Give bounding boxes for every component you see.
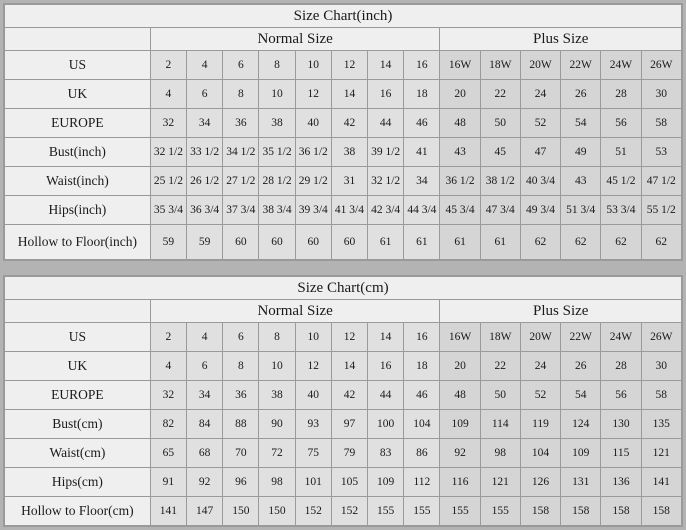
cell: 53 [641,138,681,167]
size-chart-inch [3,3,683,261]
cell: 12 [331,51,367,80]
cell: 20 [440,80,480,109]
cell: 58 [641,109,681,138]
cell: 20W [520,51,560,80]
cell: 49 [561,138,601,167]
cell: 97 [331,410,367,439]
cell: 29 1/2 [295,167,331,196]
row-label: US [5,51,151,80]
row-label: Hollow to Floor(cm) [5,497,151,526]
group-plus-size: Plus Size [440,300,682,323]
row-label: UK [5,80,151,109]
cell: 72 [259,439,295,468]
cell: 155 [440,497,480,526]
cell: 52 [520,381,560,410]
cell: 14 [331,80,367,109]
cell: 8 [223,80,259,109]
cell: 96 [223,468,259,497]
cell: 61 [404,225,440,260]
table-row [5,352,682,381]
cell: 18 [404,80,440,109]
cell: 4 [150,352,186,381]
cell: 38 [259,109,295,138]
cell: 116 [440,468,480,497]
group-blank-cell [5,300,151,323]
row-label: Bust(cm) [5,410,151,439]
cell: 49 3/4 [520,196,560,225]
cell: 121 [480,468,520,497]
cell: 92 [187,468,223,497]
cell: 35 3/4 [150,196,186,225]
cell: 31 [331,167,367,196]
cell: 24 [520,80,560,109]
cell: 56 [601,381,641,410]
row-label: UK [5,352,151,381]
cell: 86 [404,439,440,468]
cell: 12 [331,323,367,352]
cell: 45 3/4 [440,196,480,225]
table-row [5,497,682,526]
cell: 109 [561,439,601,468]
cell: 61 [368,225,404,260]
cell: 62 [561,225,601,260]
cell: 26W [641,323,681,352]
cell: 36 3/4 [187,196,223,225]
cell: 4 [187,323,223,352]
cell: 36 [223,109,259,138]
cell: 58 [641,381,681,410]
cell: 158 [520,497,560,526]
size-chart-inch-table [4,4,682,260]
cell: 22W [561,323,601,352]
cell: 42 [331,381,367,410]
cell: 50 [480,381,520,410]
cell: 44 [368,381,404,410]
cell: 158 [561,497,601,526]
cell: 18 [404,352,440,381]
cell: 40 [295,381,331,410]
chart-group-row [5,300,682,323]
cell: 26 [561,80,601,109]
group-normal-size: Normal Size [150,300,440,323]
cell: 10 [295,323,331,352]
cell: 44 [368,109,404,138]
cell: 10 [295,51,331,80]
chart-title: Size Chart(cm) [5,277,682,300]
row-label: EUROPE [5,381,151,410]
cell: 105 [331,468,367,497]
cell: 26W [641,51,681,80]
table-row [5,225,682,260]
cell: 98 [259,468,295,497]
table-row [5,196,682,225]
cell: 34 [187,381,223,410]
cell: 6 [187,80,223,109]
cell: 34 [404,167,440,196]
cell: 70 [223,439,259,468]
cell: 60 [295,225,331,260]
cell: 2 [150,51,186,80]
cell: 126 [520,468,560,497]
cell: 24 [520,352,560,381]
cell: 50 [480,109,520,138]
row-label: Waist(inch) [5,167,151,196]
cell: 40 3/4 [520,167,560,196]
cell: 101 [295,468,331,497]
cell: 12 [295,80,331,109]
cell: 135 [641,410,681,439]
group-normal-size: Normal Size [150,28,440,51]
cell: 12 [295,352,331,381]
cell: 24W [601,51,641,80]
cell: 43 [440,138,480,167]
cell: 6 [223,323,259,352]
cell: 41 [404,138,440,167]
cell: 62 [601,225,641,260]
cell: 130 [601,410,641,439]
cell: 16 [368,80,404,109]
cell: 152 [331,497,367,526]
cell: 52 [520,109,560,138]
cell: 84 [187,410,223,439]
cell: 20 [440,352,480,381]
cell: 18W [480,323,520,352]
cell: 48 [440,381,480,410]
table-row [5,109,682,138]
cell: 8 [259,51,295,80]
cell: 32 [150,109,186,138]
cell: 54 [561,381,601,410]
cell: 60 [259,225,295,260]
cell: 42 [331,109,367,138]
row-label: Bust(inch) [5,138,151,167]
cell: 42 3/4 [368,196,404,225]
table-row [5,167,682,196]
cell: 4 [187,51,223,80]
cell: 38 [331,138,367,167]
cell: 155 [368,497,404,526]
cell: 47 1/2 [641,167,681,196]
cell: 27 1/2 [223,167,259,196]
cell: 14 [331,352,367,381]
cell: 47 3/4 [480,196,520,225]
cell: 115 [601,439,641,468]
cell: 124 [561,410,601,439]
chart-title-row [5,277,682,300]
cell: 8 [259,323,295,352]
chart-group-row [5,28,682,51]
cell: 10 [259,352,295,381]
cell: 104 [520,439,560,468]
cell: 30 [641,80,681,109]
cell: 38 3/4 [259,196,295,225]
table-row [5,80,682,109]
cell: 16 [404,323,440,352]
cell: 60 [331,225,367,260]
table-row [5,138,682,167]
cell: 36 [223,381,259,410]
cell: 158 [601,497,641,526]
cell: 119 [520,410,560,439]
cell: 28 [601,352,641,381]
cell: 48 [440,109,480,138]
cell: 56 [601,109,641,138]
cell: 121 [641,439,681,468]
row-label: US [5,323,151,352]
table-row [5,323,682,352]
cell: 16 [368,352,404,381]
cell: 4 [150,80,186,109]
cell: 59 [187,225,223,260]
cell: 75 [295,439,331,468]
cell: 150 [259,497,295,526]
size-chart-cm [3,275,683,527]
cell: 136 [601,468,641,497]
cell: 90 [259,410,295,439]
cell: 38 [259,381,295,410]
cell: 22W [561,51,601,80]
chart-title-row [5,5,682,28]
cell: 92 [440,439,480,468]
cell: 91 [150,468,186,497]
row-label: Hips(inch) [5,196,151,225]
cell: 44 3/4 [404,196,440,225]
table-row [5,381,682,410]
cell: 109 [368,468,404,497]
cell: 104 [404,410,440,439]
cell: 6 [223,51,259,80]
cell: 141 [641,468,681,497]
cell: 82 [150,410,186,439]
cell: 68 [187,439,223,468]
cell: 32 1/2 [150,138,186,167]
cell: 36 1/2 [295,138,331,167]
cell: 114 [480,410,520,439]
cell: 38 1/2 [480,167,520,196]
cell: 61 [440,225,480,260]
cell: 60 [223,225,259,260]
cell: 41 3/4 [331,196,367,225]
cell: 51 3/4 [561,196,601,225]
cell: 65 [150,439,186,468]
cell: 10 [259,80,295,109]
chart-title: Size Chart(inch) [5,5,682,28]
cell: 6 [187,352,223,381]
cell: 62 [520,225,560,260]
cell: 34 1/2 [223,138,259,167]
cell: 150 [223,497,259,526]
cell: 100 [368,410,404,439]
cell: 35 1/2 [259,138,295,167]
row-label: EUROPE [5,109,151,138]
cell: 30 [641,352,681,381]
cell: 8 [223,352,259,381]
cell: 45 1/2 [601,167,641,196]
cell: 14 [368,323,404,352]
cell: 28 [601,80,641,109]
group-plus-size: Plus Size [440,28,682,51]
cell: 98 [480,439,520,468]
cell: 158 [641,497,681,526]
cell: 109 [440,410,480,439]
table-row [5,468,682,497]
cell: 28 1/2 [259,167,295,196]
cell: 131 [561,468,601,497]
table-row [5,439,682,468]
cell: 46 [404,109,440,138]
cell: 61 [480,225,520,260]
row-label: Hips(cm) [5,468,151,497]
cell: 18W [480,51,520,80]
row-label: Waist(cm) [5,439,151,468]
cell: 39 1/2 [368,138,404,167]
cell: 25 1/2 [150,167,186,196]
cell: 62 [641,225,681,260]
cell: 36 1/2 [440,167,480,196]
cell: 39 3/4 [295,196,331,225]
cell: 26 [561,352,601,381]
cell: 2 [150,323,186,352]
cell: 24W [601,323,641,352]
cell: 112 [404,468,440,497]
cell: 16W [440,323,480,352]
cell: 79 [331,439,367,468]
cell: 155 [480,497,520,526]
row-label: Hollow to Floor(inch) [5,225,151,260]
cell: 59 [150,225,186,260]
cell: 47 [520,138,560,167]
table-row [5,51,682,80]
cell: 88 [223,410,259,439]
cell: 83 [368,439,404,468]
size-chart-cm-table [4,276,682,526]
cell: 16 [404,51,440,80]
cell: 93 [295,410,331,439]
cell: 22 [480,80,520,109]
cell: 32 1/2 [368,167,404,196]
group-blank-cell [5,28,151,51]
cell: 40 [295,109,331,138]
cell: 155 [404,497,440,526]
cell: 152 [295,497,331,526]
cell: 34 [187,109,223,138]
cell: 14 [368,51,404,80]
cell: 20W [520,323,560,352]
cell: 46 [404,381,440,410]
cell: 32 [150,381,186,410]
cell: 33 1/2 [187,138,223,167]
cell: 22 [480,352,520,381]
cell: 43 [561,167,601,196]
cell: 53 3/4 [601,196,641,225]
cell: 55 1/2 [641,196,681,225]
cell: 54 [561,109,601,138]
cell: 37 3/4 [223,196,259,225]
cell: 45 [480,138,520,167]
cell: 141 [150,497,186,526]
cell: 147 [187,497,223,526]
table-row [5,410,682,439]
cell: 16W [440,51,480,80]
cell: 51 [601,138,641,167]
cell: 26 1/2 [187,167,223,196]
